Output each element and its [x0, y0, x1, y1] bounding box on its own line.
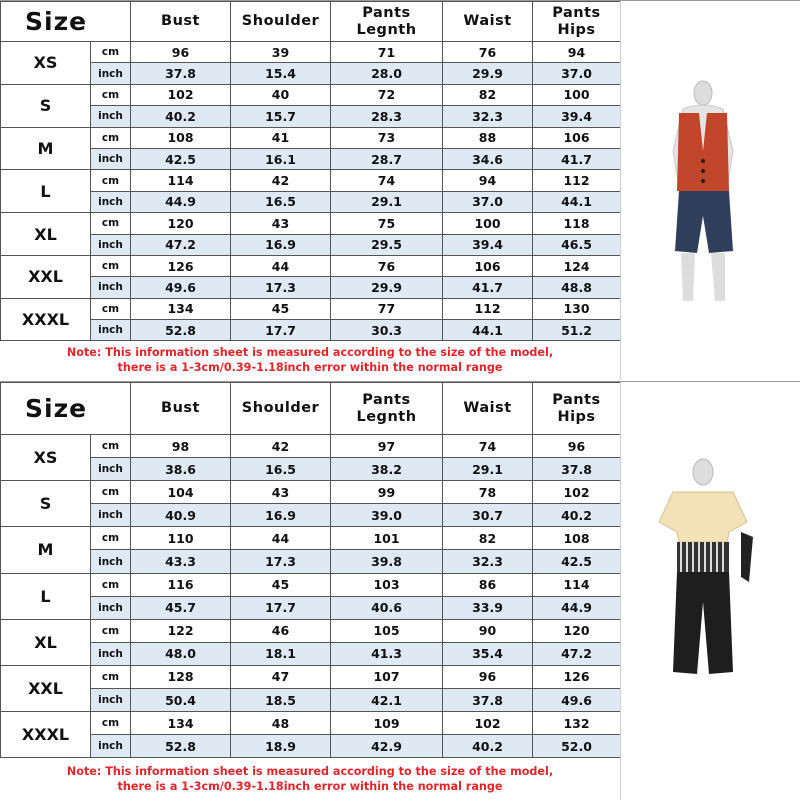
- table-row: [1, 42, 621, 63]
- unit-label: cm: [91, 42, 131, 63]
- cell-shoulder: 48: [231, 712, 331, 735]
- cell-bust: 134: [131, 298, 231, 319]
- header-bust: Bust: [131, 383, 231, 435]
- header-waist: Waist: [443, 383, 533, 435]
- header-pants-hips: Pants Hips: [533, 383, 621, 435]
- table-row: [1, 213, 621, 234]
- cell-waist: 96: [443, 665, 533, 688]
- size-label: S: [1, 84, 91, 127]
- cell-shoulder: 40: [231, 84, 331, 105]
- cell-bust: 96: [131, 42, 231, 63]
- cell-pants-length: 101: [331, 527, 443, 550]
- unit-label: inch: [91, 148, 131, 169]
- table-row: [1, 148, 621, 169]
- cell-pants-hips: 47.2: [533, 642, 621, 665]
- table-row: [1, 573, 621, 596]
- cell-bust: 116: [131, 573, 231, 596]
- cell-waist: 94: [443, 170, 533, 191]
- cell-waist: 78: [443, 481, 533, 504]
- size-label: XL: [1, 213, 91, 256]
- cell-pants-length: 74: [331, 170, 443, 191]
- cell-waist: 30.7: [443, 504, 533, 527]
- cell-shoulder: 15.7: [231, 106, 331, 127]
- measurement-note: [0, 345, 620, 375]
- cell-bust: 122: [131, 619, 231, 642]
- cell-waist: 100: [443, 213, 533, 234]
- cell-waist: 106: [443, 255, 533, 276]
- size-label: XL: [1, 619, 91, 665]
- note-line-2: there is a 1-3cm/0.39-1.18inch error within the normal range: [117, 361, 503, 374]
- cell-waist: 37.8: [443, 689, 533, 712]
- cell-pants-hips: 114: [533, 573, 621, 596]
- cell-pants-hips: 40.2: [533, 504, 621, 527]
- header-pants-hips: Pants Hips: [533, 2, 621, 42]
- cell-shoulder: 18.5: [231, 689, 331, 712]
- table-row: [1, 712, 621, 735]
- cell-waist: 35.4: [443, 642, 533, 665]
- table-row: [1, 665, 621, 688]
- cell-pants-hips: 39.4: [533, 106, 621, 127]
- unit-label: inch: [91, 504, 131, 527]
- cell-bust: 42.5: [131, 148, 231, 169]
- header-shoulder: Shoulder: [231, 383, 331, 435]
- unit-label: inch: [91, 191, 131, 212]
- cell-pants-hips: 46.5: [533, 234, 621, 255]
- cell-shoulder: 16.1: [231, 148, 331, 169]
- cell-bust: 126: [131, 255, 231, 276]
- cell-waist: 32.3: [443, 550, 533, 573]
- table-row: [1, 191, 621, 212]
- cell-shoulder: 46: [231, 619, 331, 642]
- table-row: [1, 504, 621, 527]
- cell-pants-length: 76: [331, 255, 443, 276]
- cell-waist: 86: [443, 573, 533, 596]
- header-row: [1, 2, 621, 42]
- cell-bust: 102: [131, 84, 231, 105]
- cell-waist: 33.9: [443, 596, 533, 619]
- table-row: [1, 619, 621, 642]
- cell-pants-length: 107: [331, 665, 443, 688]
- cell-waist: 34.6: [443, 148, 533, 169]
- cell-shoulder: 44: [231, 527, 331, 550]
- cell-waist: 41.7: [443, 277, 533, 298]
- cell-shoulder: 47: [231, 665, 331, 688]
- unit-label: cm: [91, 170, 131, 191]
- cell-pants-length: 29.9: [331, 277, 443, 298]
- unit-label: cm: [91, 84, 131, 105]
- cell-pants-length: 29.5: [331, 234, 443, 255]
- unit-label: inch: [91, 320, 131, 341]
- cell-bust: 49.6: [131, 277, 231, 298]
- size-label: XS: [1, 42, 91, 85]
- table-row: [1, 277, 621, 298]
- cell-bust: 120: [131, 213, 231, 234]
- table-row: [1, 170, 621, 191]
- cell-bust: 38.6: [131, 458, 231, 481]
- cell-shoulder: 17.3: [231, 277, 331, 298]
- size-label: S: [1, 481, 91, 527]
- unit-label: cm: [91, 712, 131, 735]
- header-shoulder: Shoulder: [231, 2, 331, 42]
- cell-pants-hips: 120: [533, 619, 621, 642]
- size-label: L: [1, 573, 91, 619]
- table-row: [1, 596, 621, 619]
- unit-label: inch: [91, 550, 131, 573]
- cell-pants-length: 42.9: [331, 735, 443, 758]
- cell-shoulder: 39: [231, 42, 331, 63]
- table-row: [1, 298, 621, 319]
- cell-pants-length: 28.3: [331, 106, 443, 127]
- unit-label: cm: [91, 481, 131, 504]
- table-row: [1, 106, 621, 127]
- unit-label: cm: [91, 127, 131, 148]
- measurement-note: [0, 764, 620, 794]
- header-waist: Waist: [443, 2, 533, 42]
- cell-shoulder: 43: [231, 213, 331, 234]
- cell-waist: 40.2: [443, 735, 533, 758]
- table-row: [1, 234, 621, 255]
- cell-waist: 32.3: [443, 106, 533, 127]
- cell-pants-length: 72: [331, 84, 443, 105]
- size-label: XXL: [1, 665, 91, 711]
- cell-pants-length: 29.1: [331, 191, 443, 212]
- cell-waist: 76: [443, 42, 533, 63]
- unit-label: inch: [91, 689, 131, 712]
- cell-pants-length: 41.3: [331, 642, 443, 665]
- cell-pants-hips: 42.5: [533, 550, 621, 573]
- table-row: [1, 435, 621, 458]
- cell-bust: 37.8: [131, 63, 231, 84]
- cell-bust: 104: [131, 481, 231, 504]
- header-size: Size: [1, 383, 131, 435]
- cell-pants-length: 103: [331, 573, 443, 596]
- cell-shoulder: 16.9: [231, 504, 331, 527]
- table-row: [1, 320, 621, 341]
- cell-waist: 39.4: [443, 234, 533, 255]
- cell-waist: 102: [443, 712, 533, 735]
- cell-waist: 29.1: [443, 458, 533, 481]
- cell-shoulder: 15.4: [231, 63, 331, 84]
- note-line-2: there is a 1-3cm/0.39-1.18inch error within the normal range: [117, 780, 503, 793]
- cell-shoulder: 16.5: [231, 458, 331, 481]
- cell-bust: 98: [131, 435, 231, 458]
- header-row: [1, 383, 621, 435]
- cell-pants-hips: 96: [533, 435, 621, 458]
- size-label: L: [1, 170, 91, 213]
- unit-label: cm: [91, 573, 131, 596]
- size-label: XS: [1, 435, 91, 481]
- cell-pants-hips: 49.6: [533, 689, 621, 712]
- cell-bust: 52.8: [131, 735, 231, 758]
- cell-bust: 50.4: [131, 689, 231, 712]
- cell-shoulder: 43: [231, 481, 331, 504]
- unit-label: inch: [91, 277, 131, 298]
- table-row: [1, 689, 621, 712]
- cell-waist: 112: [443, 298, 533, 319]
- cell-bust: 45.7: [131, 596, 231, 619]
- cell-pants-hips: 100: [533, 84, 621, 105]
- cell-pants-hips: 52.0: [533, 735, 621, 758]
- cell-pants-hips: 37.0: [533, 63, 621, 84]
- size-label: M: [1, 527, 91, 573]
- cell-shoulder: 18.1: [231, 642, 331, 665]
- cell-waist: 44.1: [443, 320, 533, 341]
- cell-waist: 29.9: [443, 63, 533, 84]
- table-row: [1, 63, 621, 84]
- cell-pants-length: 28.7: [331, 148, 443, 169]
- cell-bust: 40.2: [131, 106, 231, 127]
- header-pants-length: Pants Legnth: [331, 2, 443, 42]
- cell-shoulder: 17.3: [231, 550, 331, 573]
- unit-label: inch: [91, 642, 131, 665]
- cell-pants-hips: 41.7: [533, 148, 621, 169]
- cell-bust: 44.9: [131, 191, 231, 212]
- cell-bust: 52.8: [131, 320, 231, 341]
- cell-shoulder: 42: [231, 435, 331, 458]
- kimono-costume-image: [620, 382, 800, 800]
- unit-label: inch: [91, 458, 131, 481]
- table-row: [1, 642, 621, 665]
- cell-pants-hips: 94: [533, 42, 621, 63]
- cell-pants-hips: 108: [533, 527, 621, 550]
- cell-pants-hips: 37.8: [533, 458, 621, 481]
- cell-pants-hips: 126: [533, 665, 621, 688]
- cell-shoulder: 18.9: [231, 735, 331, 758]
- cell-shoulder: 42: [231, 170, 331, 191]
- unit-label: cm: [91, 255, 131, 276]
- cell-bust: 43.3: [131, 550, 231, 573]
- size-table: [0, 382, 621, 758]
- cell-pants-length: 75: [331, 213, 443, 234]
- unit-label: cm: [91, 665, 131, 688]
- cell-pants-length: 105: [331, 619, 443, 642]
- unit-label: inch: [91, 596, 131, 619]
- cell-pants-length: 40.6: [331, 596, 443, 619]
- note-line-1: Note: This information sheet is measured according to the size of the model,: [66, 346, 554, 359]
- header-pants-length: Pants Legnth: [331, 383, 443, 435]
- cell-pants-length: 42.1: [331, 689, 443, 712]
- table-row: [1, 735, 621, 758]
- cell-shoulder: 45: [231, 573, 331, 596]
- cell-bust: 128: [131, 665, 231, 688]
- note-line-1: Note: This information sheet is measured according to the size of the model,: [66, 765, 554, 778]
- unit-label: cm: [91, 619, 131, 642]
- cell-pants-hips: 48.8: [533, 277, 621, 298]
- unit-label: cm: [91, 435, 131, 458]
- cell-pants-length: 39.0: [331, 504, 443, 527]
- cell-shoulder: 41: [231, 127, 331, 148]
- cell-pants-length: 97: [331, 435, 443, 458]
- cell-pants-hips: 132: [533, 712, 621, 735]
- cell-pants-length: 30.3: [331, 320, 443, 341]
- cell-pants-hips: 51.2: [533, 320, 621, 341]
- cell-waist: 82: [443, 527, 533, 550]
- cell-waist: 37.0: [443, 191, 533, 212]
- cell-pants-hips: 118: [533, 213, 621, 234]
- table-row: [1, 550, 621, 573]
- unit-label: inch: [91, 106, 131, 127]
- cell-shoulder: 17.7: [231, 320, 331, 341]
- cell-shoulder: 45: [231, 298, 331, 319]
- cell-pants-length: 99: [331, 481, 443, 504]
- cell-shoulder: 17.7: [231, 596, 331, 619]
- unit-label: cm: [91, 213, 131, 234]
- unit-label: inch: [91, 63, 131, 84]
- cell-bust: 114: [131, 170, 231, 191]
- cell-pants-hips: 44.9: [533, 596, 621, 619]
- cell-pants-length: 28.0: [331, 63, 443, 84]
- cell-pants-hips: 102: [533, 481, 621, 504]
- size-label: XXXL: [1, 298, 91, 341]
- unit-label: inch: [91, 234, 131, 255]
- size-label: XXXL: [1, 712, 91, 758]
- cell-pants-length: 71: [331, 42, 443, 63]
- header-bust: Bust: [131, 2, 231, 42]
- cell-pants-length: 73: [331, 127, 443, 148]
- cell-pants-length: 77: [331, 298, 443, 319]
- cell-waist: 90: [443, 619, 533, 642]
- cell-pants-length: 38.2: [331, 458, 443, 481]
- table-row: [1, 255, 621, 276]
- cell-bust: 48.0: [131, 642, 231, 665]
- cell-waist: 74: [443, 435, 533, 458]
- header-size: Size: [1, 2, 131, 42]
- cell-bust: 40.9: [131, 504, 231, 527]
- cell-pants-hips: 124: [533, 255, 621, 276]
- size-chart-kimono: [0, 381, 800, 800]
- cell-shoulder: 16.9: [231, 234, 331, 255]
- cell-bust: 108: [131, 127, 231, 148]
- table-row: [1, 84, 621, 105]
- cell-pants-hips: 44.1: [533, 191, 621, 212]
- cell-bust: 134: [131, 712, 231, 735]
- cell-waist: 88: [443, 127, 533, 148]
- table-row: [1, 458, 621, 481]
- cell-waist: 82: [443, 84, 533, 105]
- size-table: [0, 1, 621, 341]
- cell-pants-hips: 106: [533, 127, 621, 148]
- table-row: [1, 127, 621, 148]
- cell-shoulder: 44: [231, 255, 331, 276]
- size-label: M: [1, 127, 91, 170]
- vest-costume-image: [620, 1, 800, 380]
- cell-bust: 110: [131, 527, 231, 550]
- size-label: XXL: [1, 255, 91, 298]
- unit-label: cm: [91, 298, 131, 319]
- cell-pants-hips: 112: [533, 170, 621, 191]
- table-row: [1, 527, 621, 550]
- table-row: [1, 481, 621, 504]
- unit-label: inch: [91, 735, 131, 758]
- unit-label: cm: [91, 527, 131, 550]
- cell-pants-length: 39.8: [331, 550, 443, 573]
- cell-shoulder: 16.5: [231, 191, 331, 212]
- cell-pants-hips: 130: [533, 298, 621, 319]
- cell-bust: 47.2: [131, 234, 231, 255]
- cell-pants-length: 109: [331, 712, 443, 735]
- size-chart-vest: [0, 0, 800, 380]
